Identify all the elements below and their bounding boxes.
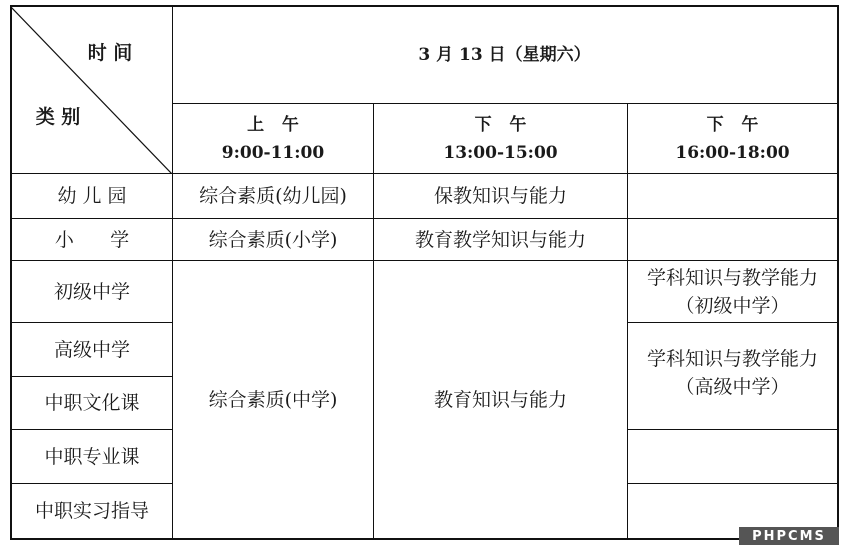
corner-diagonal-line <box>10 6 172 174</box>
category-primary: 小 学 <box>54 228 130 251</box>
secondary-session-2-merged: 教育知识与能力 <box>433 388 567 411</box>
primary-session-2: 教育教学知识与能力 <box>414 228 586 251</box>
session-header-2 <box>374 104 627 173</box>
session-name-1: 上 午 <box>247 114 299 135</box>
category-vocational-culture: 中职文化课 <box>44 392 140 414</box>
vocational-specialty-session-3 <box>628 430 837 483</box>
category-kindergarten: 幼 儿 园 <box>57 185 127 207</box>
junior-high-session-3 <box>628 261 837 322</box>
session-name-3: 下 午 <box>706 114 759 135</box>
category-senior-high: 高级中学 <box>53 338 130 361</box>
kindergarten-session-1: 综合素质(幼儿园) <box>199 185 347 207</box>
table-right-border <box>837 5 839 540</box>
session-time-2: 13:00-15:00 <box>443 142 558 163</box>
senior-high-level-line: （高级中学） <box>675 376 790 398</box>
table-bottom-border <box>10 538 838 540</box>
senior-high-session-3 <box>628 323 837 429</box>
category-junior-high: 初级中学 <box>53 280 130 303</box>
phpcms-watermark-logo: PHPCMS <box>739 527 839 545</box>
corner-label-category: 类 别 <box>35 106 81 128</box>
kindergarten-session-3 <box>628 174 837 218</box>
junior-high-subject-line: 学科知识与教学能力 <box>646 266 818 289</box>
kindergarten-session-2: 保教知识与能力 <box>433 185 567 207</box>
exam-date-header: 3 月 13 日（星期六） <box>418 45 591 65</box>
session-header-1 <box>173 104 373 173</box>
category-vocational-specialty: 中职专业课 <box>44 445 140 468</box>
session-time-1: 9:00-11:00 <box>221 142 325 163</box>
session-time-3: 16:00-18:00 <box>675 142 790 163</box>
primary-session-3 <box>628 219 837 260</box>
session-header-3 <box>628 104 837 173</box>
primary-session-1: 综合素质(小学) <box>208 228 338 251</box>
junior-high-level-line: （初级中学） <box>675 294 790 317</box>
secondary-session-1-merged: 综合素质(中学) <box>208 388 338 411</box>
category-vocational-internship: 中职实习指导 <box>34 500 149 522</box>
senior-high-subject-line: 学科知识与教学能力 <box>646 348 818 370</box>
session-name-2: 下 午 <box>474 114 527 135</box>
corner-label-time: 时 间 <box>87 42 133 64</box>
